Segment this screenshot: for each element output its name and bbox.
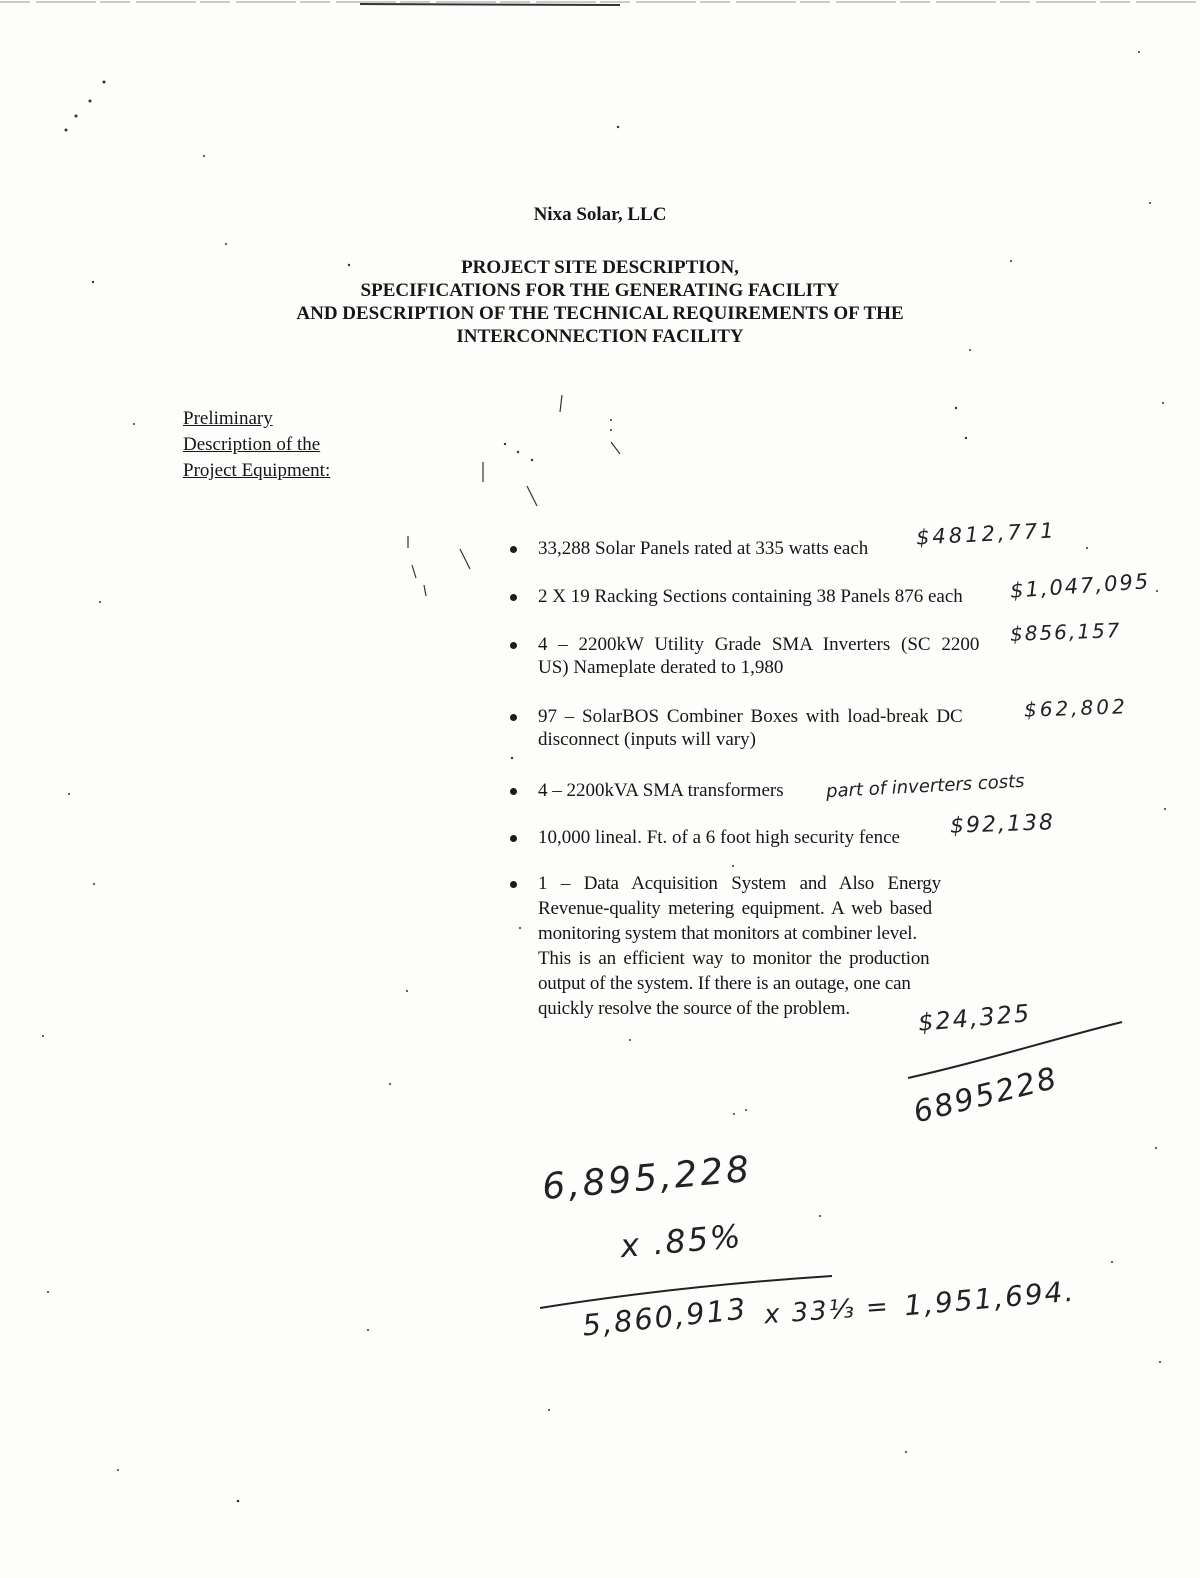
sum-rule-line — [908, 1022, 1122, 1078]
calc-rule-line — [540, 1276, 832, 1308]
handwritten-calc-final: 1,951,694. — [902, 1274, 1077, 1323]
title-line: SPECIFICATIONS FOR THE GENERATING FACILITY — [360, 280, 840, 301]
title-line: INTERCONNECTION FACILITY — [456, 326, 744, 347]
handwritten-cost-fence: $92,138 — [949, 810, 1056, 839]
handwritten-calc-result: 5,860,913 — [580, 1291, 749, 1343]
title-line: AND DESCRIPTION OF THE TECHNICAL REQUIREMENTS OF THE — [296, 303, 904, 324]
company-name: Nixa Solar, LLC — [533, 204, 667, 225]
item-line: output of the system. If there is an outage, one can — [538, 973, 911, 994]
handwritten-cost-data-system: $24,325 — [916, 999, 1033, 1037]
item-line: quickly resolve the source of the problem. — [538, 998, 850, 1019]
handwritten-calc-multiplier: x 33⅓ = — [763, 1291, 891, 1331]
handwritten-cost-panels: $4812,771 — [915, 518, 1058, 550]
item-text: 4 – 2200kVA SMA transformers — [538, 780, 784, 801]
item-line: This is an efficient way to monitor the production — [538, 948, 930, 969]
item-line: 1 – Data Acquisition System and Also Energy — [538, 873, 941, 894]
section-label-line: Description of the — [183, 434, 321, 455]
item-line: 97 – SolarBOS Combiner Boxes with load-break DC — [538, 706, 963, 727]
item-text: 33,288 Solar Panels rated at 335 watts each — [538, 538, 869, 559]
item-line: 4 – 2200kW Utility Grade SMA Inverters (SC 2200 — [538, 634, 980, 655]
scan-specks — [42, 51, 1166, 1502]
handwritten-cost-inverters: $856,157 — [1009, 618, 1122, 646]
handwritten-cost-combiners: $62,802 — [1023, 694, 1129, 722]
item-line: US) Nameplate derated to 1,980 — [538, 657, 784, 678]
handwritten-cost-racking: $1,047,095 — [1009, 569, 1151, 603]
item-line: monitoring system that monitors at combiner level. — [538, 923, 917, 944]
item-text: 10,000 lineal. Ft. of a 6 foot high security fence — [538, 827, 900, 848]
item-line: Revenue-quality metering equipment. A web based — [538, 898, 932, 919]
scan-strokes — [408, 395, 620, 596]
handwritten-calc-base: 6,895,228 — [540, 1148, 754, 1209]
section-label-line: Preliminary — [183, 408, 273, 429]
section-label-line: Project Equipment: — [183, 460, 331, 481]
handwritten-calc-factor: x .85% — [618, 1216, 744, 1266]
handwritten-note-transformers: part of inverters costs — [825, 770, 1026, 803]
title-line: PROJECT SITE DESCRIPTION, — [461, 257, 739, 278]
item-line: disconnect (inputs will vary) — [538, 729, 756, 750]
item-text: 2 X 19 Racking Sections containing 38 Panels 876 each — [538, 586, 963, 607]
handwritten-total: 6895228 — [909, 1060, 1062, 1131]
